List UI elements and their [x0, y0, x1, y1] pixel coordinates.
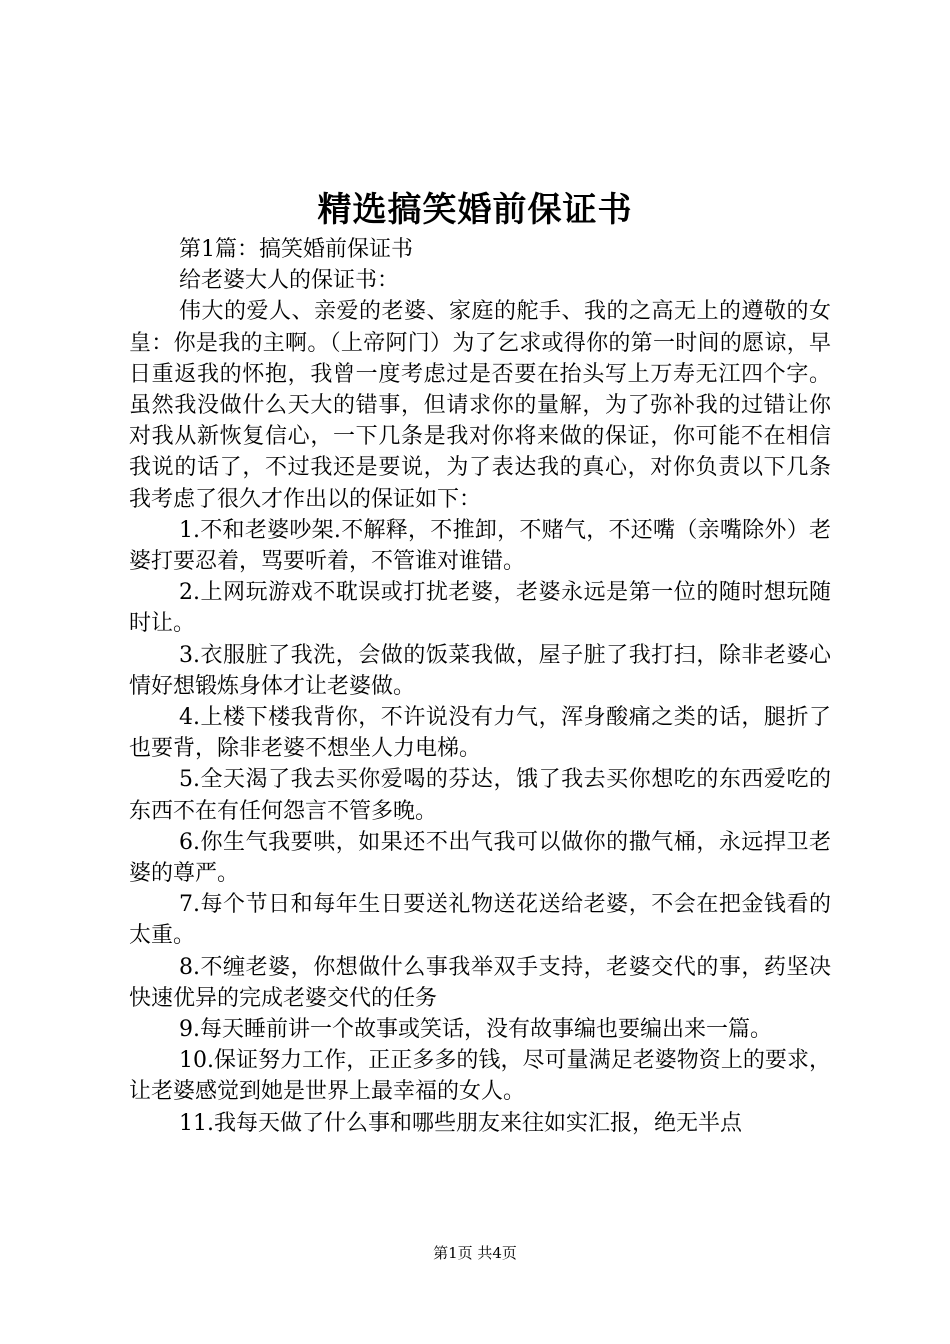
list-item: 4.上楼下楼我背你，不许说没有力气，浑身酸痛之类的话，腿折了也要背，除非老婆不想坐人力电梯。 — [129, 705, 831, 762]
list-item: 11.我每天做了什么事和哪些朋友来往如实汇报，绝无半点 — [179, 1110, 742, 1136]
list-item: 3.衣服脏了我洗，会做的饭菜我做，屋子脏了我打扫，除非老婆心情好想锻炼身体才让老婆做。 — [129, 642, 831, 699]
list-item: 7.每个节日和每年生日要送礼物送花送给老婆，不会在把金钱看的太重。 — [129, 892, 831, 949]
page-footer: 第1页 共4页 — [433, 1244, 517, 1262]
list-item: 5.全天渴了我去买你爱喝的芬达，饿了我去买你想吃的东西爱吃的东西不在有任何怨言不管多晚。 — [129, 767, 831, 824]
list-item: 10.保证努力工作，正正多多的钱，尽可量满足老婆物资上的要求，让老婆感觉到她是世界上最幸福的女人。 — [129, 1048, 831, 1105]
list-item: 1.不和老婆吵架.不解释，不推卸，不赌气，不还嘴（亲嘴除外）老婆打要忍着，骂要听着，不管谁对谁错。 — [129, 517, 831, 575]
salutation: 给老婆大人的保证书： — [179, 268, 400, 294]
list-item: 2.上网玩游戏不耽误或打扰老婆，老婆永远是第一位的随时想玩随时让。 — [129, 580, 831, 637]
list-item: 8.不缠老婆，你想做什么事我举双手支持，老婆交代的事，药坚决快速优异的完成老婆交代的任务 — [129, 954, 831, 1011]
list-item: 6.你生气我要哄，如果还不出气我可以做你的撒气桶，永远捍卫老婆的尊严。 — [129, 829, 831, 887]
document-title: 精选搞笑婚前保证书 — [317, 190, 633, 230]
document-body — [129, 234, 831, 1139]
section-heading: 第1篇：搞笑婚前保证书 — [179, 237, 413, 262]
intro-paragraph: 伟大的爱人、亲爱的老婆、家庭的舵手、我的之高无上的遵敬的女皇：你是我的主啊。（上帝阿门）为了乞求或得你的第一时间的愿谅，早日重返我的怀抱，我曾一度考虑过是否要在抬头写上万寿无江四个字。虽然我没做什么天大的错事，但请求你的量解，为了弥补我的过错让你对我从新恢复信心，一下几条是我对你将来做的保证，你可能不在相信我说的话了，不过我还是要说，为了表达我的真心，对你负责以下几条我考虑了很久才作出以的保证如下： — [129, 299, 831, 512]
list-item: 9.每天睡前讲一个故事或笑话，没有故事编也要编出来一篇。 — [179, 1017, 772, 1043]
